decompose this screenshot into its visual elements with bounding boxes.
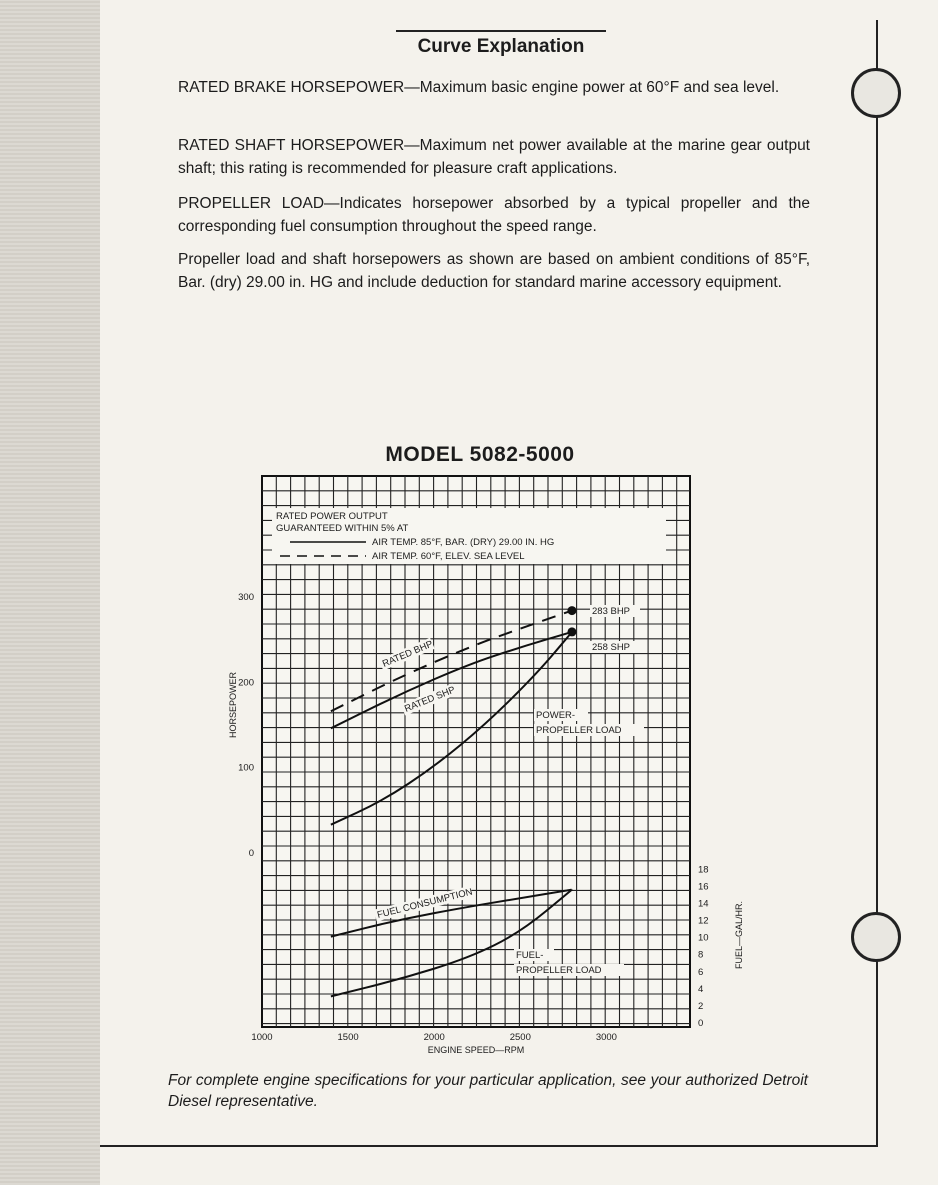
right-axis-title: FUEL—GAL/HR. <box>734 900 744 970</box>
fuel-tick-label: 2 <box>698 1000 704 1012</box>
legend-header: GUARANTEED WITHIN 5% AT <box>276 523 409 534</box>
shp-annotation: 258 SHP <box>592 642 631 653</box>
fuel-tick-label: 6 <box>698 966 704 978</box>
hp-tick-label: 200 <box>238 677 254 689</box>
definition-text: —Maximum net power available at the marine gear output shaft; this rating is recommended for pleasure craft applications. <box>178 137 810 177</box>
definition-term: RATED SHAFT HORSEPOWER <box>178 137 405 154</box>
section-title: Curve Explanation <box>396 30 606 58</box>
x-axis-title: ENGINE SPEED—RPM <box>427 1045 525 1055</box>
power-propeller-label: POWER- <box>536 710 576 721</box>
fuel-tick-label: 10 <box>698 932 709 944</box>
legend-dashed-label: AIR TEMP. 60°F, ELEV. SEA LEVEL <box>372 551 525 562</box>
hp-tick-label: 100 <box>238 762 254 774</box>
fuel-consumption-label: FUEL CONSUMPTION <box>376 886 474 921</box>
power-propeller-label: PROPELLER LOAD <box>536 725 622 736</box>
fuel-propeller-label: FUEL- <box>516 950 544 961</box>
conditions-text: Propeller load and shaft horsepowers as shown are based on ambient conditions of 85°F, Bar. (dry) 29.00 in. HG and include deduction for standard marine accessory equipment. <box>178 251 810 291</box>
rated-bhp-point <box>567 606 576 615</box>
fuel-tick-label: 16 <box>698 881 709 893</box>
x-tick-label: 1000 <box>251 1032 273 1043</box>
fuel-tick-label: 12 <box>698 915 709 927</box>
definition-term: RATED BRAKE HORSEPOWER <box>178 79 405 96</box>
x-tick-label: 2500 <box>509 1032 531 1043</box>
legend-header: RATED POWER OUTPUT <box>276 511 388 522</box>
x-tick-label: 2000 <box>423 1032 445 1043</box>
bhp-annotation: 283 BHP <box>592 606 631 617</box>
rated-shp-label: RATED SHP <box>403 684 457 715</box>
fuel-tick-label: 0 <box>698 1018 704 1029</box>
x-tick-label: 3000 <box>595 1032 617 1043</box>
fuel-tick-label: 14 <box>698 898 709 910</box>
hp-tick-label: 300 <box>238 592 254 604</box>
rated-shp-point <box>567 627 576 636</box>
model-title: MODEL 5082-5000 <box>385 443 575 466</box>
rated-bhp-label: RATED BHP <box>380 638 435 670</box>
definition-text: —Indicates horsepower absorbed by a typical propeller and the corresponding fuel consumption throughout the speed range. <box>178 195 810 235</box>
left-axis-title: HORSEPOWER <box>228 671 238 739</box>
x-tick-label: 1500 <box>337 1032 359 1043</box>
fuel-tick-label: 4 <box>698 983 704 995</box>
fuel-tick-label: 18 <box>698 864 709 876</box>
fuel-propeller-label: PROPELLER LOAD <box>516 965 602 976</box>
definition-term: PROPELLER LOAD <box>178 195 325 212</box>
fuel-tick-label: 8 <box>698 949 704 961</box>
legend-solid-label: AIR TEMP. 85°F, BAR. (DRY) 29.00 IN. HG <box>372 537 555 548</box>
footer-note: For complete engine specifications for your particular application, see your authorized Detroit Diesel representative. <box>168 1072 808 1110</box>
definition-text: —Maximum basic engine power at 60°F and sea level. <box>404 79 780 96</box>
hp-tick-label: 0 <box>248 848 254 859</box>
